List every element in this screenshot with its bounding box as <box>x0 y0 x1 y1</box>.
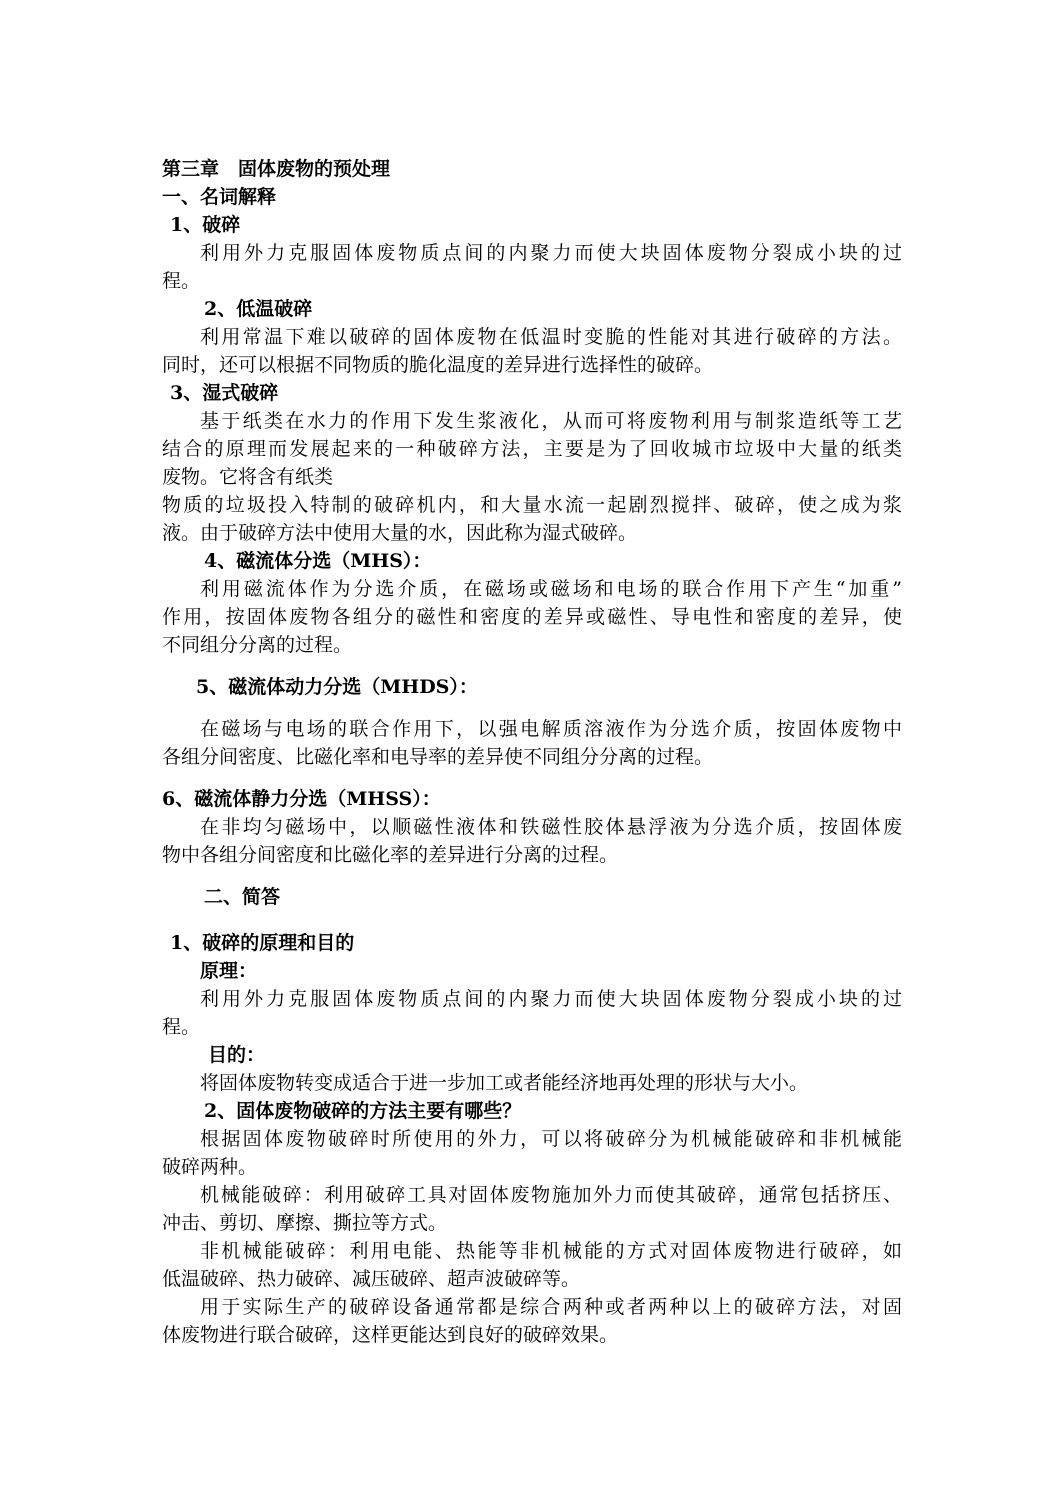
answer-paragraph-1-line-2: 破碎两种。 <box>162 1156 258 1178</box>
term-text-3-line-5: 液。由于破碎方法中使用大量的水，因此称为湿式破碎。 <box>162 522 638 544</box>
answer-paragraph-3-line-1: 非机械能破碎：利用电能、热能等非机械能的方式对固体废物进行破碎，如 <box>200 1240 902 1262</box>
answer-paragraph-2-line-2: 冲击、剪切、摩擦、撕拉等方式。 <box>162 1212 448 1234</box>
spacer <box>162 701 902 715</box>
term-text-6-line-2: 物中各组分间密度和比磁化率的差异进行分离的过程。 <box>162 844 619 866</box>
term-title-6: 6、磁流体静力分选（MHSS）： <box>162 788 441 810</box>
principle-text-line-1: 利用外力克服固体废物质点间的内聚力而使大块固体废物分裂成小块的过 <box>200 988 902 1010</box>
term-text-4-line-2: 作用，按固体废物各组分的磁性和密度的差异或磁性、导电性和密度的差异，使 <box>162 606 902 628</box>
question-title-1: 1、破碎的原理和目的 <box>170 932 355 954</box>
answer-paragraph-4-line-1: 用于实际生产的破碎设备通常都是综合两种或者两种以上的破碎方法，对固 <box>200 1296 902 1318</box>
spacer <box>162 911 902 929</box>
term-text-5-line-1: 在磁场与电场的联合作用下，以强电解质溶液作为分选介质，按固体废物中 <box>200 718 902 740</box>
answer-paragraph-1-line-1: 根据固体废物破碎时所使用的外力，可以将破碎分为机械能破碎和非机械能 <box>200 1128 902 1150</box>
term-text-1-line-1: 利用外力克服固体废物质点间的内聚力而使大块固体废物分裂成小块的过 <box>200 242 902 264</box>
spacer <box>162 869 902 883</box>
term-title-4: 4、磁流体分选（MHS）： <box>204 550 432 572</box>
answer-paragraph-2-line-1: 机械能破碎：利用破碎工具对固体废物施加外力而使其破碎，通常包括挤压、 <box>200 1184 902 1206</box>
term-text-4-line-1: 利用磁流体作为分选介质，在磁场或磁场和电场的联合作用下产生“加重” <box>200 578 902 600</box>
term-text-5-line-2: 各组分间密度、比磁化率和电导率的差异使不同组分分离的过程。 <box>162 746 714 768</box>
term-text-3-line-2: 结合的原理而发展起来的一种破碎方法，主要是为了回收城市垃圾中大量的纸类 <box>162 438 902 460</box>
answer-paragraph-3-line-2: 低温破碎、热力破碎、减压破碎、超声波破碎等。 <box>162 1268 581 1290</box>
question-title-2: 2、固体废物破碎的方法主要有哪些？ <box>204 1100 522 1122</box>
term-title-3: 3、湿式破碎 <box>170 382 279 404</box>
answer-paragraph-4-line-2: 体废物进行联合破碎，这样更能达到良好的破碎效果。 <box>162 1324 619 1346</box>
principle-text-line-2: 程。 <box>162 1016 201 1038</box>
document-body <box>162 155 902 1349</box>
term-title-2: 2、低温破碎 <box>204 298 313 320</box>
spacer <box>162 659 902 673</box>
term-title-1: 1、破碎 <box>170 214 241 236</box>
term-text-2-line-2: 同时，还可以根据不同物质的脆化温度的差异进行选择性的破碎。 <box>162 354 714 376</box>
term-text-3-line-4: 物质的垃圾投入特制的破碎机内，和大量水流一起剧烈搅拌、破碎，使之成为浆 <box>162 494 902 516</box>
purpose-label: 目的： <box>208 1044 266 1066</box>
chapter-title: 第三章 固体废物的预处理 <box>162 158 391 180</box>
term-text-1-line-2: 程。 <box>162 270 201 292</box>
spacer <box>162 771 902 785</box>
term-text-3-line-1: 基于纸类在水力的作用下发生浆液化，从而可将废物利用与制浆造纸等工艺 <box>200 410 902 432</box>
term-text-6-line-1: 在非均匀磁场中，以顺磁性液体和铁磁性胶体悬浮液为分选介质，按固体废 <box>200 816 902 838</box>
term-title-5: 5、磁流体动力分选（MHDS）： <box>196 676 478 698</box>
principle-label: 原理： <box>200 960 258 982</box>
term-text-4-line-3: 不同组分分离的过程。 <box>162 634 353 656</box>
term-text-2-line-1: 利用常温下难以破碎的固体废物在低温时变脆的性能对其进行破碎的方法。 <box>200 326 902 348</box>
section-heading-short-answer: 二、简答 <box>204 886 281 908</box>
term-text-3-line-3: 废物。它将含有纸类 <box>162 466 334 488</box>
section-heading-terms: 一、名词解释 <box>162 186 277 208</box>
purpose-text-line-1: 将固体废物转变成适合于进一步加工或者能经济地再处理的形状与大小。 <box>200 1072 809 1094</box>
